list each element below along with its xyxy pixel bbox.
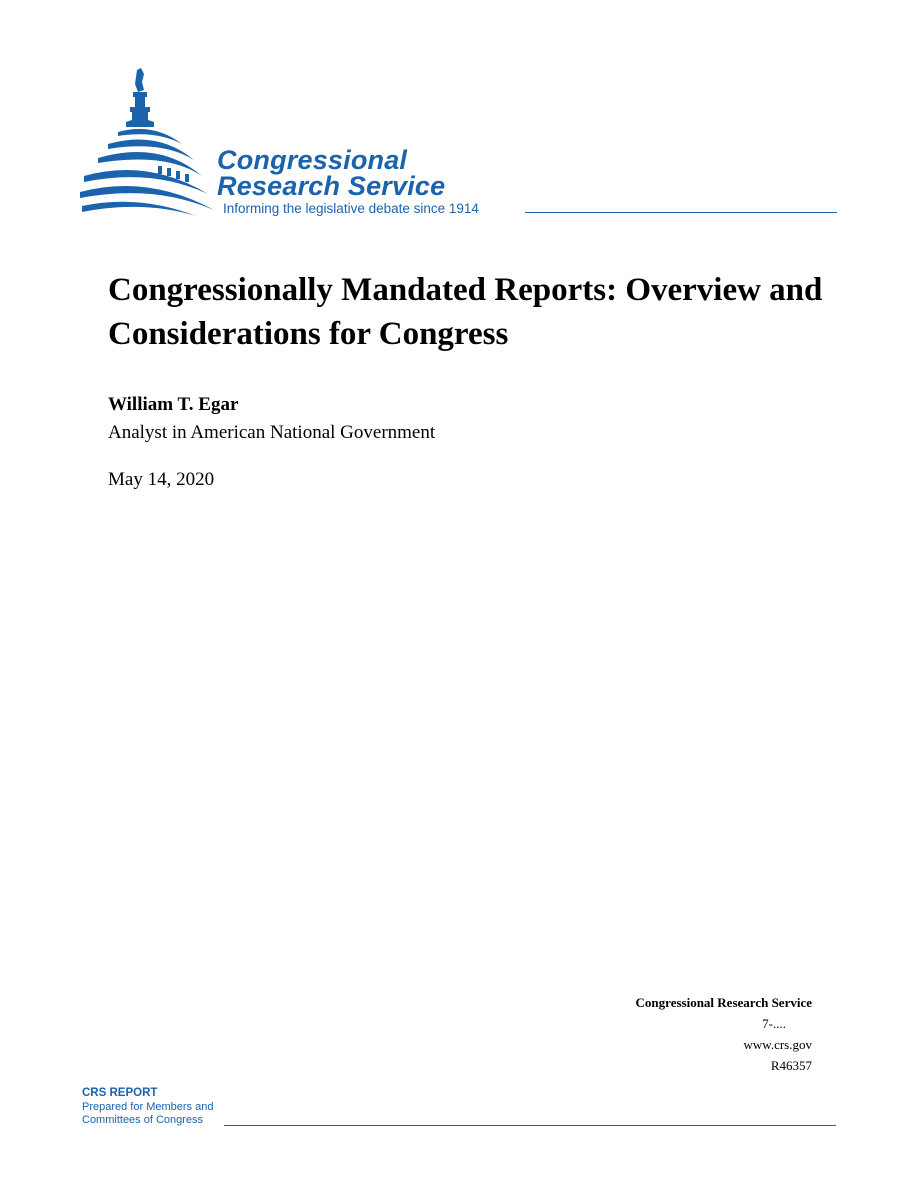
report-date: May 14, 2020 [108, 469, 215, 490]
publisher-name: Congressional Research Service [635, 995, 812, 1010]
capitol-dome-icon [78, 64, 223, 219]
report-number: R46357 [770, 1058, 812, 1073]
footer-rule [224, 1125, 836, 1126]
brand-tagline: Informing the legislative debate since 1914 [223, 201, 479, 216]
brand-name-line2: Research Service [217, 171, 446, 201]
author-name: William T. Egar [108, 394, 239, 415]
crs-logo [78, 64, 838, 224]
brand-name-line1: Congressional [217, 145, 408, 175]
publisher-code: 7-.... [762, 1016, 786, 1031]
footer-label: CRS REPORT [82, 1087, 158, 1099]
publisher-website[interactable]: www.crs.gov [743, 1037, 812, 1052]
report-title: Congressionally Mandated Reports: Overview and Considerations for Congress [108, 272, 823, 352]
header-rule [525, 212, 837, 213]
footer [82, 1087, 836, 1132]
author-role: Analyst in American National Government [108, 422, 436, 443]
publisher-block [636, 992, 812, 1076]
footer-line2: Prepared for Members and [82, 1100, 214, 1113]
footer-line3: Committees of Congress [82, 1114, 204, 1126]
